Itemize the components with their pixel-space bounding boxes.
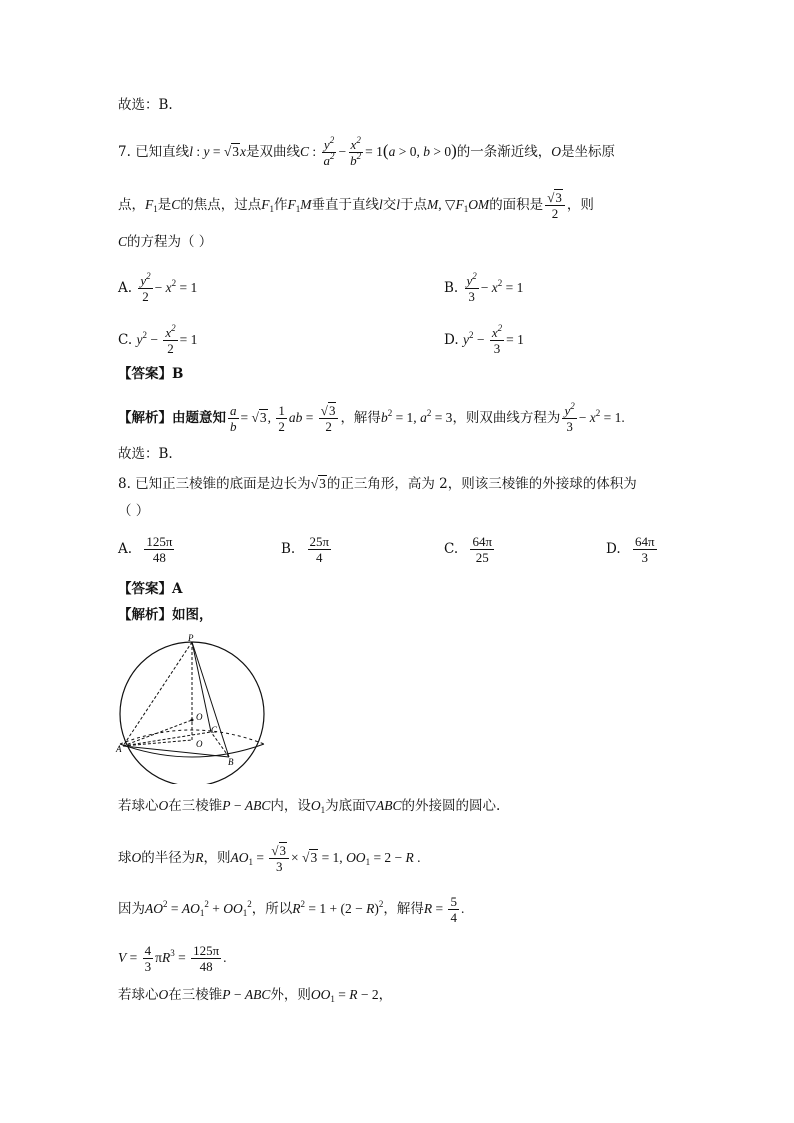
q8-opt-c-num: 64π bbox=[472, 534, 493, 549]
q7-opt-d-label: D. bbox=[444, 332, 459, 348]
q8-opt-c-den: 25 bbox=[475, 550, 489, 565]
q8-option-d bbox=[606, 534, 659, 565]
q8-opt-b-label: B. bbox=[281, 541, 296, 557]
q7-stem-line1: 7. 已知直线l : y = √3x是双曲线C : $\frac{y^2}{a^2}$ − $\frac{x^2}{b^2}$ = 1(a > 0, b > 0)的一条渐近线，O是坐标原 bbox=[118, 135, 616, 168]
edge-PA bbox=[123, 642, 192, 746]
q8-option-b bbox=[281, 534, 333, 565]
q7-answer: 【答案】B bbox=[118, 366, 184, 382]
q8-l5d: ， bbox=[378, 987, 393, 1003]
q7-l2f: 交 bbox=[382, 197, 397, 213]
q8-opt-b-num: 25π bbox=[309, 534, 330, 549]
label-B: B bbox=[228, 757, 234, 767]
q8-analysis-line5: 若球心O在三棱锥P − ABC外，则$OO_1 = R - 2$， bbox=[118, 987, 393, 1004]
q8-analysis-line1: 若球心O在三棱锥P − ABC内，设$O_1$为底面▽ABC的外接圆的圆心. bbox=[118, 798, 501, 815]
q7-l2i: ，则 bbox=[566, 197, 594, 213]
q7-analysis-then: ，则双曲线方程为 bbox=[452, 410, 561, 426]
q7-analysis: 【解析】由题意知 $\frac{a}{b}$ = √3, $\frac{1}{2}$ ab = $\frac{√3}{2}$ ，解得$b^2 = 1$, $a^2 = 3$，则双曲线方程为 $\frac{y^2}{3}$ − $x^2 = 1$. bbox=[118, 401, 625, 434]
q7-option-d: D. $y^2$ − $\frac{x^2}{3}$ = 1 bbox=[444, 323, 524, 356]
q8-opt-a-label: A. bbox=[118, 541, 133, 557]
q8-stem-line1: 8. 已知正三棱锥的底面是边长为√3的正三角形，高为 2，则该三棱锥的外接球的体积为 bbox=[118, 476, 637, 492]
q8-analysis-line2: 球O的半径为R，则$AO_1$ = $\frac{√3}{3}$ × √3 = 1, $OO_1 = 2 - R$ . bbox=[118, 843, 421, 874]
q8-opt-a-num: 125π bbox=[146, 534, 173, 549]
q7-number: 7. bbox=[118, 144, 131, 160]
q8-analysis-label bbox=[118, 605, 213, 625]
q7-option-c: C. $y^2$ − $\frac{x^2}{2}$ = 1 bbox=[118, 323, 198, 356]
q7-l2e: 垂直于直线 bbox=[311, 197, 380, 213]
label-P: P bbox=[188, 634, 194, 643]
q8-l3b: ，所以 bbox=[251, 901, 293, 917]
q8-analysis-label-text: 【解析】如图， bbox=[118, 607, 213, 623]
q7-stem-is: 是双曲线 bbox=[246, 144, 301, 160]
q7-opt-c-label: C. bbox=[118, 332, 133, 348]
q7-l2d: 作 bbox=[274, 197, 288, 213]
q7-choice: 故选：B. bbox=[118, 446, 173, 462]
q8-l1a: 若球心 bbox=[118, 798, 159, 814]
q7-l2b: 是 bbox=[157, 197, 172, 213]
prev-choice: 故选：B. bbox=[118, 97, 173, 113]
label-O1: O bbox=[196, 739, 203, 749]
q8-l1c: 内，设 bbox=[270, 798, 311, 814]
q7-analysis-label: 【解析】由题意知 bbox=[118, 410, 226, 426]
segment-AO1 bbox=[123, 740, 192, 746]
q8-answer: 【答案】A bbox=[118, 581, 183, 597]
q8-opt-a-den: 48 bbox=[152, 550, 166, 565]
q8-l2a: 球 bbox=[118, 850, 132, 866]
q7-l2a: 点， bbox=[118, 197, 145, 213]
q7-option-a: A. $\frac{y^2}{2}$ − $x^2 = 1$ bbox=[118, 271, 198, 304]
q8-l1e: 的外接圆的圆心. bbox=[401, 798, 501, 814]
q8-l1b: 在三棱锥 bbox=[168, 798, 223, 814]
q8-l5c: 外，则 bbox=[270, 987, 311, 1003]
q8-opt-c-label: C. bbox=[444, 541, 459, 557]
q8-opt-d-num: 64π bbox=[634, 534, 655, 549]
q8-stem-a: 8. 已知正三棱锥的底面是边长为 bbox=[118, 476, 311, 492]
q8-l2c: ，则 bbox=[203, 850, 231, 866]
q7-l2c: 的焦点，过点 bbox=[180, 197, 262, 213]
segment-AO bbox=[123, 720, 192, 746]
q7-stem-origin: 是坐标原 bbox=[561, 144, 616, 160]
q7-l2h: 的面积是 bbox=[489, 197, 544, 213]
q8-l3a: 因为 bbox=[118, 901, 145, 917]
q8-analysis-line4: V = $\frac{4}{3}$ $\pi R^3$ = $\frac{125\pi}{48}$ . bbox=[118, 943, 227, 974]
q8-opt-d-den: 3 bbox=[641, 550, 648, 565]
sphere-pyramid-figure bbox=[114, 634, 270, 784]
edge-BC bbox=[211, 732, 229, 757]
q8-opt-b-den: 4 bbox=[316, 550, 323, 565]
q8-stem-line2: （ ） bbox=[118, 503, 150, 519]
edge-AB bbox=[123, 746, 229, 757]
q7-stem-asymptote: 的一条渐近线， bbox=[456, 144, 552, 160]
q8-stem-b: 的正三角形，高为 2，则该三棱锥的外接球的体积为 bbox=[326, 476, 637, 492]
label-O: O bbox=[196, 712, 203, 722]
q7-opt-a-label: A. bbox=[118, 280, 133, 296]
q8-l5b: 在三棱锥 bbox=[168, 987, 223, 1003]
q7-l2g: 于点 bbox=[400, 197, 428, 213]
q8-l3c: ，解得 bbox=[383, 901, 424, 917]
label-C: C bbox=[211, 725, 218, 735]
q7-analysis-solve: ，解得 bbox=[340, 410, 381, 426]
q8-opt-d-label: D. bbox=[606, 541, 621, 557]
q7-l3: 的方程为（ ） bbox=[127, 234, 213, 250]
q7-stem-line2: 点，$F_1$是C的焦点，过点$F_1$作$F_1M$垂直于直线l交l于点M, $▽F_1OM$的面积是 $\frac{√3}{2}$ ，则 bbox=[118, 190, 594, 221]
center-O-dot bbox=[191, 719, 194, 722]
equator-front bbox=[120, 744, 264, 757]
q8-l1d: 为底面 bbox=[325, 798, 366, 814]
q7-stem-prefix: 已知直线 bbox=[135, 144, 190, 160]
q8-l5a: 若球心 bbox=[118, 987, 159, 1003]
q8-option-c bbox=[444, 534, 496, 565]
q7-opt-b-label: B. bbox=[444, 280, 459, 296]
q8-l2b: 的半径为 bbox=[141, 850, 196, 866]
q7-stem-line3: C的方程为（ ） bbox=[118, 234, 213, 250]
q8-option-a bbox=[118, 534, 176, 565]
q8-analysis-line3: 因为$AO^2 = AO_1^2 + OO_1^2$，所以$R^2 = 1 + (2 - R)^2$，解得R = $\frac{5}{4}$ . bbox=[118, 894, 465, 925]
label-A: A bbox=[116, 744, 122, 754]
q7-option-b: B. $\frac{y^2}{3}$ − $x^2 = 1$ bbox=[444, 271, 524, 304]
